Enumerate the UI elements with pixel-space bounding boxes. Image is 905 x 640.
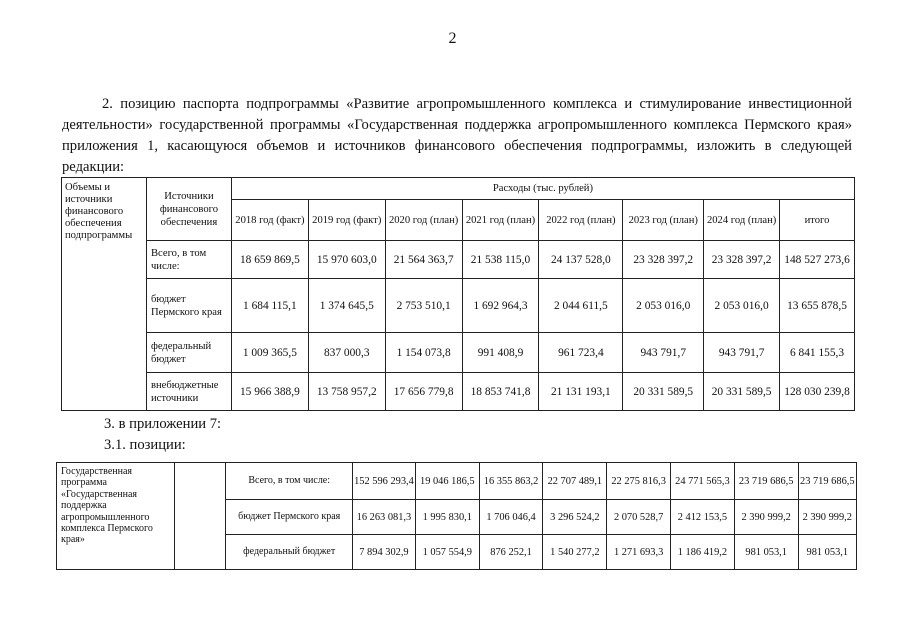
- value-cell: 961 723,4: [539, 333, 623, 373]
- value-cell: 18 853 741,8: [462, 373, 539, 411]
- page-number: 2: [448, 30, 457, 47]
- source-cell: Всего, в том числе:: [146, 241, 231, 279]
- value-cell: 1 706 046,4: [479, 500, 543, 535]
- value-cell: 2 390 999,2: [798, 500, 856, 535]
- source-cell: внебюджетные источники: [146, 373, 231, 411]
- value-cell: 1 009 365,5: [231, 333, 308, 373]
- table-row: [62, 333, 855, 373]
- column-header: 2021 год (план): [462, 200, 539, 241]
- column-header: 2024 год (план): [704, 200, 780, 241]
- program-label: Государственная программа «Государственная поддержка агропромышленного комплекса Пермского края»: [57, 463, 175, 570]
- value-cell: 981 053,1: [734, 535, 798, 570]
- table-row: [62, 373, 855, 411]
- value-cell: 1 186 419,2: [671, 535, 735, 570]
- column-header: 2023 год (план): [623, 200, 704, 241]
- column-header: 2018 год (факт): [231, 200, 308, 241]
- source-cell: бюджет Пермского края: [226, 500, 353, 535]
- value-cell: 19 046 186,5: [415, 463, 479, 500]
- value-cell: 23 719 686,5: [798, 463, 856, 500]
- table-row: [62, 241, 855, 279]
- value-cell: 1 271 693,3: [607, 535, 671, 570]
- expenses-header: Расходы (тыс. рублей): [231, 178, 854, 200]
- source-cell: федеральный бюджет: [226, 535, 353, 570]
- value-cell: 2 390 999,2: [734, 500, 798, 535]
- value-cell: 16 263 081,3: [353, 500, 416, 535]
- column-header: 2022 год (план): [539, 200, 623, 241]
- value-cell: 2 412 153,5: [671, 500, 735, 535]
- value-cell: 23 328 397,2: [704, 241, 780, 279]
- source-cell: Всего, в том числе:: [226, 463, 353, 500]
- table-row: [57, 463, 857, 500]
- value-cell: 2 053 016,0: [704, 279, 780, 333]
- amendment-paragraph: 2. позицию паспорта подпрограммы «Развитие агропромышленного комплекса и стимулирование инвестиционной деятельности» государственной программы «Государственная поддержка агропромышленного комплекса Пермского края» приложения 1, касающуюся объемов и источников финансового обеспечения подпрограммы, изложить в следующей редакции:: [62, 96, 852, 175]
- value-cell: 15 970 603,0: [308, 241, 385, 279]
- source-cell: федеральный бюджет: [146, 333, 231, 373]
- value-cell: 20 331 589,5: [623, 373, 704, 411]
- section-heading: 3. в приложении 7:: [104, 416, 222, 432]
- value-cell: 943 791,7: [623, 333, 704, 373]
- value-cell: 2 070 528,7: [607, 500, 671, 535]
- value-cell: 1 692 964,3: [462, 279, 539, 333]
- row-label: Объемы и источники финансового обеспечения подпрограммы: [62, 178, 147, 411]
- value-cell: 991 408,9: [462, 333, 539, 373]
- value-cell: 16 355 863,2: [479, 463, 543, 500]
- program-table: [56, 462, 857, 570]
- financing-table: [61, 177, 855, 411]
- value-cell: 1 540 277,2: [543, 535, 607, 570]
- value-cell: 837 000,3: [308, 333, 385, 373]
- value-cell: 1 154 073,8: [385, 333, 462, 373]
- value-cell: 943 791,7: [704, 333, 780, 373]
- table-row: [62, 279, 855, 333]
- value-cell: 1 057 554,9: [415, 535, 479, 570]
- value-cell: 24 771 565,3: [671, 463, 735, 500]
- value-cell: 2 053 016,0: [623, 279, 704, 333]
- value-cell: 876 252,1: [479, 535, 543, 570]
- value-cell: 7 894 302,9: [353, 535, 416, 570]
- column-header: 2019 год (факт): [308, 200, 385, 241]
- value-cell: 22 707 489,1: [543, 463, 607, 500]
- value-cell: 128 030 239,8: [780, 373, 855, 411]
- value-cell: 981 053,1: [798, 535, 856, 570]
- value-cell: 23 328 397,2: [623, 241, 704, 279]
- column-header: итого: [780, 200, 855, 241]
- value-cell: 15 966 388,9: [231, 373, 308, 411]
- value-cell: 21 538 115,0: [462, 241, 539, 279]
- value-cell: 21 564 363,7: [385, 241, 462, 279]
- value-cell: 6 841 155,3: [780, 333, 855, 373]
- value-cell: 152 596 293,4: [353, 463, 416, 500]
- empty-cell: [174, 463, 226, 570]
- value-cell: 148 527 273,6: [780, 241, 855, 279]
- value-cell: 13 655 878,5: [780, 279, 855, 333]
- value-cell: 2 044 611,5: [539, 279, 623, 333]
- value-cell: 2 753 510,1: [385, 279, 462, 333]
- value-cell: 18 659 869,5: [231, 241, 308, 279]
- value-cell: 1 374 645,5: [308, 279, 385, 333]
- value-cell: 17 656 779,8: [385, 373, 462, 411]
- value-cell: 24 137 528,0: [539, 241, 623, 279]
- value-cell: 21 131 193,1: [539, 373, 623, 411]
- source-header: Источники финансового обеспечения: [146, 178, 231, 241]
- value-cell: 22 275 816,3: [607, 463, 671, 500]
- value-cell: 20 331 589,5: [704, 373, 780, 411]
- value-cell: 13 758 957,2: [308, 373, 385, 411]
- column-header: 2020 год (план): [385, 200, 462, 241]
- value-cell: 1 684 115,1: [231, 279, 308, 333]
- source-cell: бюджет Пермского края: [146, 279, 231, 333]
- subsection-heading: 3.1. позиции:: [104, 437, 186, 453]
- value-cell: 3 296 524,2: [543, 500, 607, 535]
- value-cell: 23 719 686,5: [734, 463, 798, 500]
- value-cell: 1 995 830,1: [415, 500, 479, 535]
